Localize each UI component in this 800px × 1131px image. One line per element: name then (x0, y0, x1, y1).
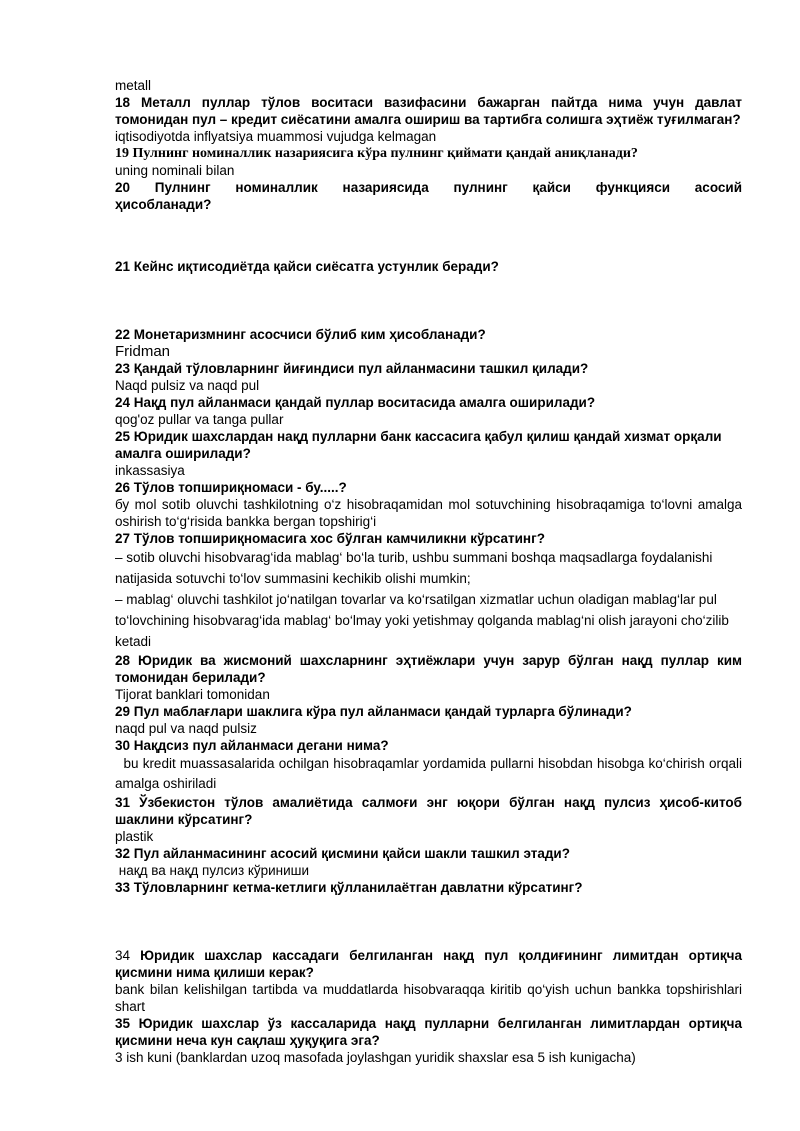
answer-35: 3 ish kuni (banklardan uzoq masofada joylashgan yuridik shaxslar esa 5 ish kunigacha) (115, 1050, 636, 1065)
question-28: 28 Юридик ва жисмоний шахсларнинг эҳтиёжлари учун зарур бўлган нақд пуллар ким томонидан берилади? (115, 653, 742, 685)
question-33: 33 Тўловларнинг кетма-кетлиги қўлланилаётган давлатни кўрсатинг? (115, 880, 583, 895)
question-18: 18 Металл пуллар тўлов воситаси вазифасини бажарган пайтда нима учун давлат томонидан пул – кредит сиёсатини амалга ошириш ва тартибга солишга эҳтиёж туғилмаган? (115, 95, 742, 127)
question-34 (115, 947, 742, 981)
question-19: 19 Пулнинг номиналлик назариясига кўра пулнинг қиймати қандай аниқланади? (115, 146, 638, 161)
answer-22: Fridman (115, 343, 171, 360)
question-24: 24 Нақд пул айланмаси қандай пуллар воситасида амалга оширилади? (115, 395, 596, 410)
question-21: 21 Кейнс иқтисодиётда қайси сиёсатга устунлик беради? (115, 259, 499, 274)
question-31: 31 Ўзбекистон тўлов амалиётида салмоғи энг юқори бўлган нақд пулсиз ҳисоб-китоб шаклини кўрсатинг? (115, 795, 742, 827)
question-34-number: 34 (115, 948, 141, 963)
question-29: 29 Пул маблағлари шаклига кўра пул айланмаси қандай турларга бўлинади? (115, 704, 632, 719)
question-20-line2: ҳисобланади? (115, 197, 212, 212)
answer-27-item-1: – sotib oluvchi hisobvarag‘ida mablag‘ bo‘la turib, ushbu summani boshqa maqsadlarga foydalanishi natijasida sotuvchi to‘lov summasini kechikib olishi mumkin; (115, 550, 713, 586)
answer-29: naqd pul va naqd pulsiz (115, 721, 257, 736)
answer-24: qog'oz pullar va tanga pullar (115, 412, 284, 427)
answer-30: bu kredit muassasalarida ochilgan hisobraqamlar yordamida pullarni hisobdan hisobga ko‘chirish orqali amalga oshiriladi (115, 756, 746, 791)
question-20-line1: 20 Пулнинг номиналлик назариясида пулнинг қайси функцияси асосий (115, 180, 742, 195)
answer-23: Naqd pulsiz va naqd pul (115, 378, 260, 393)
question-34-text: Юридик шахслар кассадаги белгиланган нақд пул қолдиғининг лимитдан ортиқча қисмини нима қилиши керак? (115, 948, 742, 980)
question-23: 23 Қандай тўловларнинг йиғиндиси пул айланмасини ташкил қилади? (115, 361, 589, 376)
document-page (115, 77, 746, 1066)
answer-19: uning nominali bilan (115, 163, 235, 178)
question-20-full (115, 1066, 116, 1067)
spacer (115, 896, 742, 947)
question-35: 35 Юридик шахслар ўз кассаларида нақд пулларни белгиланган лимитлардан ортиқча қисмини неча кун сақлаш ҳуқуқига эга? (115, 1016, 742, 1048)
answer-27-item-2: – mablag‘ oluvchi tashkilot jo‘natilgan tovarlar va ko‘rsatilgan xizmatlar uchun oladigan mablag‘lar pul to‘lovchining hisobvarag‘ida mablag‘ bo‘lmay yoki yetishmay qolganda mablag‘ni olish jarayoni cho‘zilib ketadi (115, 592, 729, 649)
question-32: 32 Пул айланмасининг асосий қисмини қайси шакли ташкил этади? (115, 846, 570, 861)
spacer (115, 213, 742, 258)
question-26: 26 Тўлов топшириқномаси - бу.....? (115, 480, 347, 495)
answer-34: bank bilan kelishilgan tartibda va muddatlarda hisobvaraqqa kiritib qo‘yish uchun bankka topshirishlari shart (115, 982, 742, 1014)
question-22: 22 Монетаризмнинг асосчиси бўлиб ким ҳисобланади? (115, 327, 486, 342)
answer-18: iqtisodiyotda inflyatsiya muammosi vujudga kelmagan (115, 129, 437, 144)
answer-32: нақд ва нақд пулсиз кўриниши (115, 863, 309, 878)
answer-31: plastik (115, 829, 154, 844)
answer-26: бу mol sotib oluvchi tashkilotning o‘z hisobraqamidan mol sotuvchining hisobraqamiga to‘lovni amalga oshirish to‘g‘risida bankka bergan topshirig‘i (115, 497, 742, 529)
answer-28: Tijorat banklari tomonidan (115, 687, 270, 702)
question-27: 27 Тўлов топшириқномасига хос бўлган камчиликни кўрсатинг? (115, 531, 545, 546)
answer-25: inkassasiya (115, 463, 185, 478)
question-30: 30 Нақдсиз пул айланмаси дегани нима? (115, 738, 389, 753)
answer-text: metall (115, 78, 152, 93)
question-25: 25 Юридик шахслардан нақд пулларни банк кассасига қабул қилиш қандай хизмат орқали амалга оширилади? (115, 429, 722, 461)
spacer (115, 275, 742, 326)
